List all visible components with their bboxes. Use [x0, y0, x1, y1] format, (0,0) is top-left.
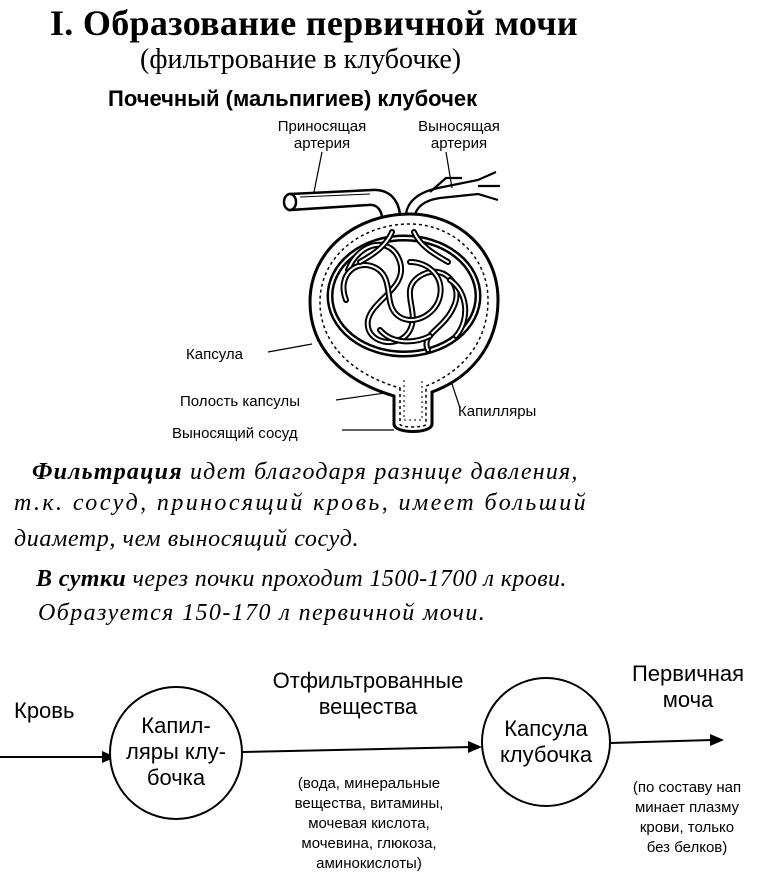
arrow-filtered — [242, 747, 472, 752]
page-title: I. Образование первичной мочи — [50, 3, 578, 43]
primary-line-1: Первичная — [631, 661, 745, 686]
efferent-label-line-1: Выносящая — [418, 118, 500, 135]
section-heading: Почечный (мальпигиев) клубочек — [108, 86, 478, 111]
efferent-leader-line — [446, 152, 452, 188]
arrowhead-3 — [710, 734, 724, 746]
filtered-note-line-3: мочевая кислота, — [308, 815, 430, 832]
filtered-note-line-5: аминокислоты) — [316, 855, 422, 872]
capsule-cavity-label: Полость капсулы — [180, 393, 300, 410]
page-subtitle: (фильтрование в клубочке) — [140, 44, 462, 75]
filtered-substances-label — [238, 668, 498, 720]
paragraph-line-3: диаметр, чем выносящий сосуд. — [14, 526, 360, 552]
efferent-artery-label — [398, 118, 520, 152]
paragraph-line-4-text: через почки проходит 1500-1700 л крови. — [126, 566, 567, 592]
blood-label: Кровь — [14, 698, 75, 723]
efferent-label-line-2: артерия — [430, 135, 488, 152]
node1-line-3: бочка — [146, 765, 206, 790]
capillaries-label: Капилляры — [458, 403, 537, 420]
primary-note-line-1: (по составу нап — [632, 779, 742, 796]
capsule-node-label — [480, 716, 612, 768]
primary-urine-note — [604, 778, 768, 858]
filtered-line-2: вещества — [318, 694, 418, 719]
afferent-leader-line — [314, 152, 322, 192]
capillaries-node-label — [116, 713, 236, 791]
paragraph-line-1-text: идет благодаря разнице давления, — [182, 459, 579, 485]
afferent-label-line-2: артерия — [293, 135, 351, 152]
paragraph-line-2: т.к. сосуд, приносящий кровь, имеет больший — [14, 490, 589, 516]
filtered-note-line-1: (вода, минеральные — [297, 775, 441, 792]
filtered-note-line-2: вещества, витамины, — [294, 795, 444, 812]
primary-note-line-4: без белков) — [646, 839, 728, 856]
afferent-label-line-1: Приносящая — [277, 118, 367, 135]
paragraph-line-4 — [36, 564, 567, 595]
primary-urine-label — [608, 661, 768, 713]
paragraph-line-5: Образуется 150-170 л первичной мочи. — [38, 600, 487, 626]
paragraph-line-1 — [32, 457, 579, 488]
capsule-leader-line — [268, 344, 312, 352]
filtered-line-1: Отфильтрованные — [272, 668, 464, 693]
capsule-label: Капсула — [186, 346, 243, 363]
primary-note-line-2: минает плазму — [634, 799, 740, 816]
node1-line-2: ляры клу- — [126, 739, 226, 764]
outflow-vessel-label: Выносящий сосуд — [172, 425, 298, 442]
node1-line-1: Капил- — [141, 713, 211, 738]
per-day-term: В сутки — [36, 566, 127, 592]
primary-note-line-3: крови, только — [639, 819, 735, 836]
filtered-substances-note — [254, 774, 484, 874]
node2-line-1: Капсула — [504, 716, 588, 741]
node2-line-2: клубочка — [499, 742, 593, 767]
afferent-artery-label — [258, 118, 386, 152]
filtration-term: Фильтрация — [32, 459, 183, 485]
arrow-primary-urine — [610, 740, 712, 743]
primary-line-2: моча — [662, 687, 714, 712]
filtered-note-line-4: мочевина, глюкоза, — [301, 835, 437, 852]
